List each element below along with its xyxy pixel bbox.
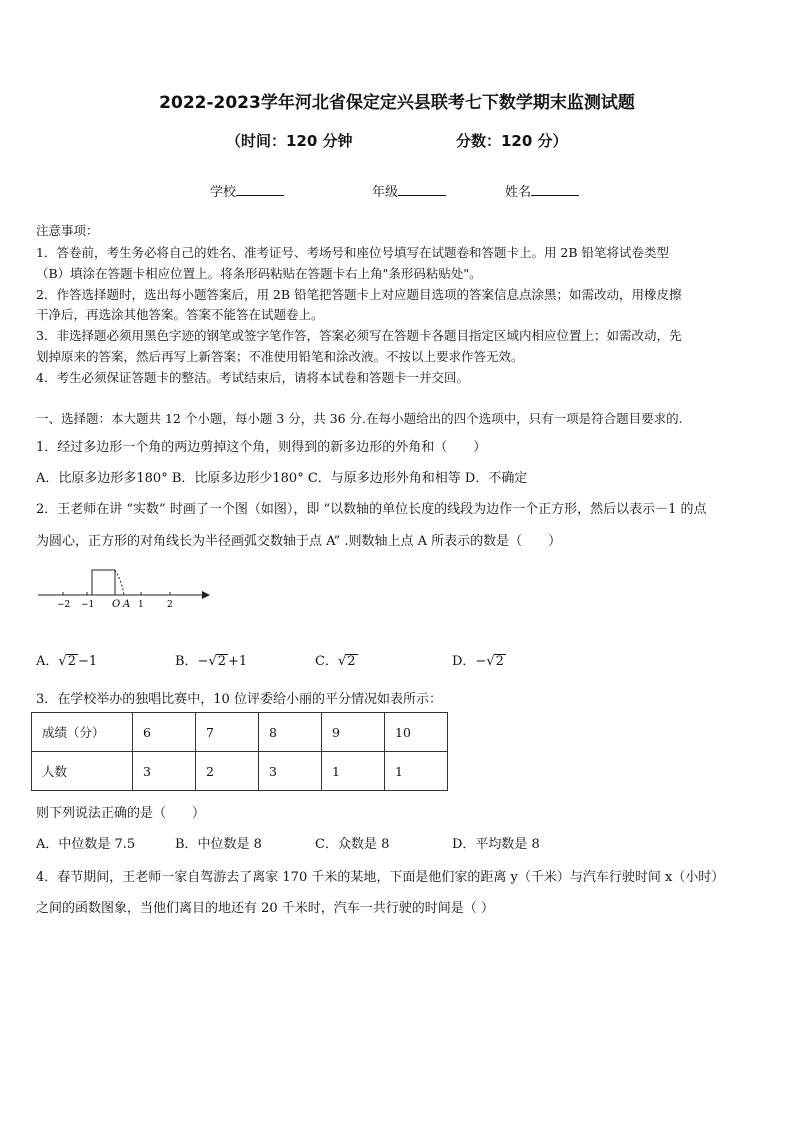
exam-time: （时间：120 分钟 — [226, 132, 353, 150]
table-cell: 1 — [322, 752, 385, 791]
q3-option-d[interactable]: D．平均数是 8 — [452, 837, 540, 852]
table-cell: 3 — [133, 752, 196, 791]
table-cell: 2 — [196, 752, 259, 791]
name-label: 姓名 — [505, 185, 532, 200]
q2-stem-line1: 2．王老师在讲 “实数” 时画了一个图（如图），即 “以数轴的单位长度的线段为边作一个正方形，然后以表示－1 的点 — [36, 502, 707, 517]
table-row — [32, 752, 448, 791]
option-label: C． — [315, 654, 338, 669]
school-blank[interactable] — [236, 183, 284, 196]
q2-option-d[interactable]: D．−√2 — [452, 654, 504, 669]
grade-blank[interactable] — [398, 183, 446, 196]
label-1: 1 — [138, 600, 144, 610]
q1-stem: 1．经过多边形一个角的两边剪掉这个角，则得到的新多边形的外角和（ ） — [36, 440, 487, 455]
table-cell: 3 — [259, 752, 322, 791]
sqrt-radicand: 2 — [495, 654, 504, 669]
school-field — [210, 181, 284, 200]
label-neg2: −2 — [57, 600, 71, 610]
exam-score: 分数：120 分） — [456, 132, 568, 150]
exam-title: 2022-2023学年河北省保定定兴县联考七下数学期末监测试题 — [159, 93, 635, 113]
table-cell: 9 — [322, 713, 385, 752]
label-a: A — [123, 599, 131, 610]
option-tail: −1 — [77, 654, 98, 669]
option-tail: +1 — [228, 654, 248, 669]
table-row — [32, 713, 448, 752]
q2-option-b[interactable]: B．−√2 +1 — [175, 654, 248, 669]
table-cell: 7 — [196, 713, 259, 752]
sqrt-radicand: 2 — [347, 654, 356, 669]
unit-square — [92, 570, 115, 595]
note-line: 1．答卷前，考生务必将自己的姓名、准考证号、考场号和座位号填写在试题卷和答题卡上。用 2B 铅笔将试卷类型 — [36, 245, 670, 260]
label-origin: O — [112, 599, 121, 610]
note-line: 4．考生必须保证答题卡的整洁。考试结束后，请将本试卷和答题卡一并交回。 — [36, 370, 469, 385]
sqrt-radicand: 2 — [67, 654, 76, 669]
q2-option-c[interactable]: C．√2 — [315, 654, 356, 669]
table-cell: 1 — [385, 752, 448, 791]
q3-option-b[interactable]: B．中位数是 8 — [175, 837, 262, 852]
option-label: D．− — [452, 654, 487, 669]
note-line: 划掉原来的答案，然后再写上新答案；不准使用铅笔和涂改液。不按以上要求作答无效。 — [36, 349, 524, 364]
q1-options: A．比原多边形多180° B．比原多边形少180° C．与原多边形外角和相等 D．不确定 — [36, 471, 528, 486]
axis-arrow — [202, 591, 210, 599]
q3-option-c[interactable]: C．众数是 8 — [315, 837, 390, 852]
table-cell: 人数 — [32, 752, 133, 791]
q4-stem-line1: 4．春节期间，王老师一家自驾游去了离家 170 千米的某地，下面是他们家的距离 y（千米）与汽车行驶时间 x（小时） — [36, 870, 725, 885]
note-line: 干净后，再选涂其他答案。答案不能答在试题卷上。 — [36, 307, 324, 322]
note-line: 2．作答选择题时，选出每小题答案后，用 2B 铅笔把答题卡上对应题目选项的答案信息点涂黑；如需改动，用橡皮擦 — [36, 287, 682, 302]
section-heading: 一、选择题：本大题共 12 个小题，每小题 3 分，共 36 分.在每小题给出的四个选项中，只有一项是符合题目要求的. — [36, 411, 683, 426]
note-line: （B）填涂在答题卡相应位置上。将条形码粘贴在答题卡右上角"条形码粘贴处"。 — [36, 266, 482, 281]
school-label: 学校 — [210, 185, 237, 200]
arc — [115, 570, 124, 595]
table-cell: 8 — [259, 713, 322, 752]
table-cell: 成绩（分） — [32, 713, 133, 752]
q3-stem: 3．在学校举办的独唱比赛中，10 位评委给小丽的平分情况如表所示： — [36, 692, 442, 707]
grade-field — [372, 181, 446, 200]
note-line: 3．非选择题必须用黑色字迹的钢笔或签字笔作答，答案必须写在答题卡各题目指定区域内相应位置上；如需改动，先 — [36, 328, 682, 343]
q4-stem-line2: 之间的函数图象，当他们离目的地还有 20 千米时，汽车一共行驶的时间是（ ） — [36, 901, 494, 916]
label-neg1: −1 — [81, 600, 95, 610]
q2-stem-line2: 为圆心，正方形的对角线长为半径画弧交数轴于点 A” .则数轴上点 A 所表示的数是（ ） — [36, 534, 562, 549]
grade-label: 年级 — [372, 185, 399, 200]
number-line-figure — [30, 560, 215, 615]
q3-option-a[interactable]: A．中位数是 7.5 — [36, 837, 136, 852]
q2-option-a[interactable]: A．√2 −1 — [36, 654, 98, 669]
option-label: B．− — [175, 654, 209, 669]
score-table — [31, 712, 448, 791]
table-cell: 10 — [385, 713, 448, 752]
q3-question: 则下列说法正确的是（ ） — [36, 806, 206, 821]
table-cell: 6 — [133, 713, 196, 752]
name-blank[interactable] — [531, 183, 579, 196]
label-2: 2 — [167, 600, 173, 610]
option-label: A． — [36, 654, 59, 669]
sqrt-radicand: 2 — [217, 654, 227, 669]
name-field — [505, 181, 579, 200]
notes-heading: 注意事项： — [36, 223, 99, 238]
